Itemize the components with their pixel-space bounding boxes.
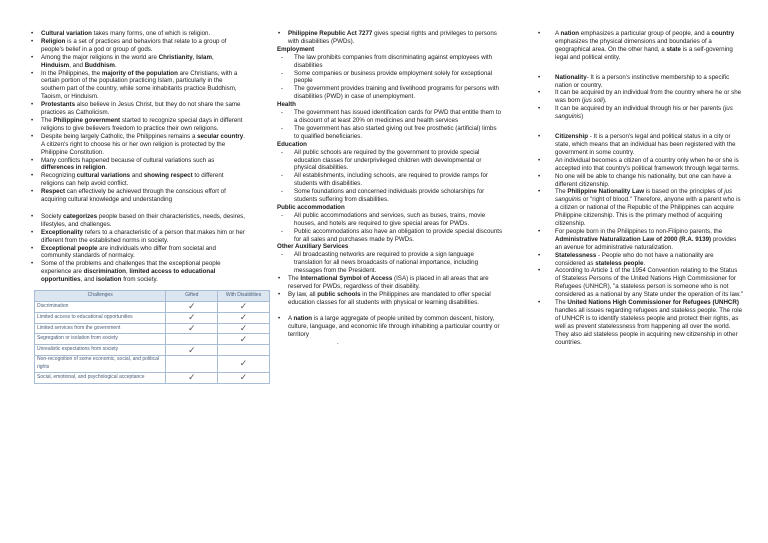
disabilities-check-cell: ✓ [218,356,270,373]
italic-term: jus sanguinis [555,105,733,121]
challenge-cell: Segregation or isolation from society [35,334,166,345]
gifted-check-cell: ✓ [166,372,218,383]
text-run: According to Article 1 of the 1954 Convention relating to the Status of Stateless Persons of the United Nations High Commissioner for Refugees (UNHCR), "a stateless person is someone who is not considered as a national by any State under the operation of its law." [555,267,743,299]
text-run: For people born in the Philippines to non-Filipino parents, the [555,227,723,235]
text-run: . [643,259,646,267]
dash-item: - Some companies or business provide employment solely for exceptional people [277,70,503,86]
challenges-table [34,290,270,384]
text-run: , [211,53,214,61]
list-item [30,54,245,70]
bold-term: Cultural variation [41,30,92,37]
bold-term: Statelessness [555,251,597,259]
exceptionality-bullet-list [30,213,245,284]
list-item [538,267,743,299]
header-challenges: Challenges [35,291,166,302]
bold-term: differences in religion [41,164,106,172]
disabilities-check-cell: ✓ [218,334,270,345]
list-item [538,228,743,252]
list-item [30,70,245,102]
section-heading: Public accommodation [277,203,345,211]
text-run: By law, all [288,290,318,298]
bold-term: Religion [41,37,66,45]
table-row [35,334,270,345]
text-run: It can be acquired by an individual from the country where he or she was born ( [555,89,742,105]
list-item [538,173,743,189]
challenge-cell: Unrealistic expectations from society [35,345,166,356]
list-item [30,157,245,173]
bold-term: stateless people [595,259,644,267]
bold-term: Protestants [41,101,76,109]
text-run: are Christians, with a certain portion of the population practicing Islam, particularly in the southern part of the country, while some inhabitants practice Buddhism, Taoism, or Hinduism. [41,69,238,101]
column-left [30,30,262,384]
list-item [538,299,743,346]
list-item [30,229,245,245]
bold-term: cultural variations [76,172,131,180]
challenge-cell: Limited services from the government [35,323,166,334]
text-run: gives special rights and privileges to persons with disabilities (PWDs). [288,30,497,45]
text-run: A [555,30,561,37]
bold-term: showing respect [143,172,193,180]
text-run: The [555,299,568,307]
list-item [30,30,245,38]
list-item [30,101,245,117]
text-run: refers to a characteristic of a person that makes him or her different from the established norms in society. [41,228,245,244]
list-item [30,172,245,188]
list-item [538,133,743,157]
stray-period: . [337,339,339,347]
bold-term: Buddhism [84,61,115,69]
bold-term: International Symbol of Access [300,275,393,283]
text-run: is a self-governing legal and political entity. [555,45,733,61]
text-run: . [114,61,117,69]
text-run: , and [80,276,97,284]
table-row [35,323,270,334]
bold-term: nation [293,314,313,322]
list-item [30,133,245,157]
bold-term: secular country [197,132,244,140]
text-run: , [192,53,197,61]
bold-term: Administrative Naturalization Law of 2000 (R.A. 9139) [555,235,712,243]
list-item [30,213,245,229]
text-run: The [288,275,301,283]
gifted-check-cell: ✓ [166,302,218,313]
disabilities-check-cell [218,345,270,356]
list-item [277,291,503,307]
section-heading: Other Auxiliary Services [277,243,349,251]
text-run: The [555,188,568,196]
column-right [538,30,743,347]
text-run: to different religions can help avoid conflict. [41,172,224,188]
nationality-list [538,74,743,121]
text-run: can effectively be achieved through the conscious effort of acquiring cultural knowledge and understanding [41,188,226,204]
dash-item: - The law prohibits companies from discriminating against employees with disabilities [277,54,503,70]
gifted-check-cell: ✓ [166,312,218,323]
bold-term: limited access to educational opportunities [41,268,216,284]
text-run: , and [69,61,85,69]
text-run: Despite being largely Catholic, the Philippines remains a [41,132,198,140]
challenge-cell: Limited access to educational opportunities [35,312,166,323]
text-run: handles all issues regarding refugees and stateless people. The role of UNHCR is to identify stateless people and protect their rights, as well as prevent statelessness from happening all over the world. They also aid stateless people in acquiring new citizenship in other countries. [555,307,743,346]
bold-term: discrimination [83,268,126,276]
gifted-check-cell [166,356,218,373]
bold-term: Philippine Republic Act 7277 [288,30,373,37]
gifted-check-cell: ✓ [166,323,218,334]
list-item [538,74,743,90]
list-item [538,252,743,268]
list-item [30,117,245,133]
text-run: is based on the principles of [644,188,725,196]
section-heading: Employment [277,45,315,53]
header-gifted: Gifted [166,291,218,302]
bold-term: Islam [196,53,212,61]
italic-term: jus soli [583,97,603,105]
list-item [30,188,245,204]
text-run: started to recognize special days in different religions to give believers freedom to practice their own religions. [41,116,243,132]
text-run: emphasizes a particular group of people, and a [579,30,712,37]
text-run: A [288,314,294,322]
dash-item: - Some foundations and concerned individuals provide scholarships for students suffering from disabilities. [277,188,503,204]
bold-term: Exceptionality [41,228,83,236]
text-run: An individual becomes a citizen of a country only when he or she is accepted into that country's political framework through legal terms. [555,156,740,172]
text-run: The [41,116,54,124]
dash-item: - The government provides training and livelihood programs for persons with disabilities (PWD) in case of unemployment. [277,85,503,101]
text-run: ). [602,97,607,105]
header-with-disabilities: With Disabilities [218,291,270,302]
bold-term: nation [560,30,580,37]
list-item [538,89,743,105]
ra7277-intro [277,30,503,46]
section-heading: Education [277,140,307,148]
text-run: emphasizes the physical dimensions and boundaries of a geographical area. On the other hand, a [555,37,712,53]
religion-bullet-list [30,30,245,204]
dash-item: - Public accommodations also have an obligation to provide special discounts for all sales and purchases made by PWDs. [277,228,503,244]
bold-term: isolation [96,276,122,284]
bold-term: United Nations High Commissioner for Refugees (UNHCR) [567,299,739,307]
bold-term: categorizes [63,212,98,220]
text-run: Recognizing [41,172,77,180]
text-run: No one will be able to change his nationality, but one can have a different citizenship. [555,172,732,188]
bold-term: Citizenship [555,133,589,141]
disabilities-check-cell: ✓ [218,312,270,323]
text-run: are individuals who differ from societal and community standards of normalcy. [41,244,216,260]
list-item [538,188,743,228]
text-run: - People who do not have a nationality are considered as [555,251,714,267]
disabilities-check-cell: ✓ [218,323,270,334]
pwd-rights-sections [277,46,503,275]
column-middle [277,30,503,348]
challenge-cell: Non-recognition of some economic, social, and political rights [35,356,166,373]
citizenship-list [538,133,743,346]
text-run: . A citizen's right to choose his or her own religion is protected by the Philippine Constitution. [41,132,245,156]
bold-term: public schools [317,290,361,298]
text-run: also believe in Jesus Christ, but they do not share the same practices as Catholicism. [41,101,241,117]
text-run: people based on their characteristics, needs, desires, lifestyles, and challenges. [41,212,245,228]
dash-item: - All broadcasting networks are required to provide a sign language translation for all news broadcasts of national importance, including messages from the President. [277,251,503,275]
text-run: Many conflicts happened because of cultural variations such as [41,156,215,164]
table-row [35,312,270,323]
bold-term: Christianity [158,53,193,61]
bold-term: state [666,45,681,53]
text-run: ) [581,113,584,121]
bold-term: Philippine Nationality Law [567,188,645,196]
text-run: - It is a person's instinctive membership to a specific nation or country. [555,73,730,89]
section-heading: Health [277,101,296,109]
text-run: It can be acquired by an individual through his or her parents ( [555,105,725,113]
dash-item: - The government has issued identification cards for PWD that entitle them to a discount of at least 20% on medicines and health services [277,109,503,125]
text-run: , [125,268,130,276]
text-run: provides an avenue for administrative naturalization. [555,235,737,251]
list-item [30,38,245,54]
table-row [35,345,270,356]
bold-term: Nationality [555,73,587,81]
text-run: takes many forms, one of which is religion. [91,30,211,37]
gifted-check-cell [166,334,218,345]
text-run: - It is a person's legal and political status in a city or state, which means that an individual has been registered with the government in some country. [555,133,736,156]
bold-term: Respect [41,188,66,196]
bold-term: Philippine government [53,116,121,124]
text-run: Among the major religions in the world are [41,53,159,61]
text-run: is a set of practices and behaviors that relate to a group of people's belief in a god or group of gods. [41,37,227,53]
text-run: . [105,164,108,172]
dash-item: - The government has also started giving out free prosthetic (artificial) limbs to qualified beneficiaries. [277,125,503,141]
text-run: Some of the problems and challenges that the exceptional people experience are [41,260,221,276]
bold-term: Exceptional people [41,244,98,252]
list-item [538,105,743,121]
table-row [35,356,270,373]
challenge-cell: Discrimination [35,302,166,313]
table-row [35,302,270,313]
list-item [538,157,743,173]
dash-item: - All establishments, including schools, are required to provide ramps for students with disabilities. [277,172,503,188]
list-item [30,245,245,261]
text-run: is a large aggregate of people united by common descent, history, culture, language, and economic life through inhabiting a particular country or territory [288,314,500,338]
text-run: (ISA) is placed in all areas that are reserved for PWDs, regardless of their disability. [288,275,489,290]
nation-country-state [538,30,743,62]
bold-term: Hinduism [41,61,70,69]
italic-term: jus sanguinis [555,188,733,204]
pwd-extra-bullets [277,275,503,307]
dash-item: - All public accommodations and services, such as buses, trains, movie houses, and hotels are required to give special areas for PWDs. [277,212,503,228]
text-run: and [130,172,144,180]
dash-item: - All public schools are required by the government to provide special education classes for underprivileged children with developmental or physical disabilities. [277,149,503,173]
table-row [35,372,270,383]
nation-definition [277,315,503,339]
text-run: or "right of blood." Therefore, anyone with a parent who is a citizen or national of the Republic of the Philippines can acquire Philippine citizenship. This is the primary method of acquiring citizenship. [555,196,741,228]
challenge-cell: Social, emotional, and psychological acceptance [35,372,166,383]
bold-term: majority of the population [101,69,178,77]
disabilities-check-cell: ✓ [218,302,270,313]
text-run: from society. [121,276,158,284]
list-item [30,260,245,284]
gifted-check-cell: ✓ [166,345,218,356]
disabilities-check-cell: ✓ [218,372,270,383]
bold-term: country [711,30,735,37]
text-run: In the Philippines, the [41,69,102,77]
text-run: Society [41,212,64,220]
text-run: in the Philippines are mandated to offer special education classes for all students with physical or learning disabilities. [288,290,491,306]
list-item [277,275,503,291]
table-header-row [35,291,270,302]
